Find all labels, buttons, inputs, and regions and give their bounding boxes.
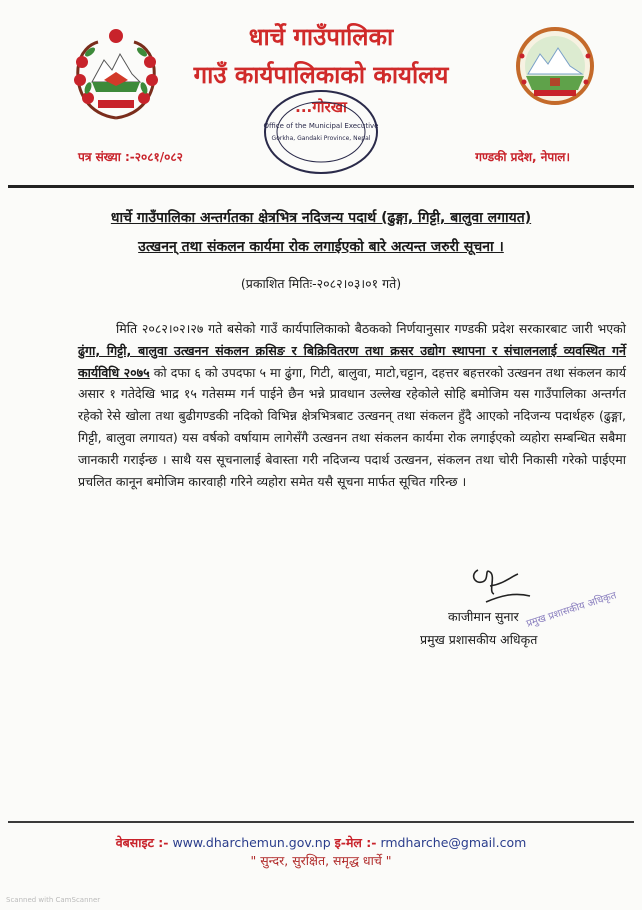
footer-motto: " सुन्दर, सुरक्षित, समृद्ध धार्चे " xyxy=(250,853,392,868)
letterhead-location: ...गोरखा xyxy=(295,98,347,116)
notice-body xyxy=(78,318,626,492)
website-link[interactable]: www.dharchemun.gov.np xyxy=(172,835,331,850)
footer-divider xyxy=(8,821,634,823)
signatory-name: काजीमान सुनार xyxy=(448,609,519,624)
header-divider xyxy=(8,185,634,188)
designation-stamp xyxy=(520,590,618,630)
signatory-designation: प्रमुख प्रशासकीय अधिकृत xyxy=(420,632,538,647)
email-link[interactable]: rmdharche@gmail.com xyxy=(380,835,527,850)
letterhead-office-name: गाउँ कार्यपालिकाको कार्यालय xyxy=(193,61,449,89)
letterhead-title: धार्चे गाउँपालिका xyxy=(248,23,394,51)
scanner-watermark: Scanned with CamScanner xyxy=(6,896,101,904)
svg-text:Office of the Municipal Execut: Office of the Municipal Executive xyxy=(263,122,379,130)
office-stamp xyxy=(262,88,380,176)
footer-contact xyxy=(0,834,642,851)
notice-heading-line1: धार्चे गाउँपालिका अन्तर्गतका क्षेत्रभित्र नदिजन्य पदार्थ (ढुङ्गा, गिट्टी, बालुवा लगायत) xyxy=(110,210,532,226)
svg-text:Gorkha, Gandaki Province, Nepa: Gorkha, Gandaki Province, Nepal xyxy=(271,135,371,142)
procedure-name: ढुंगा, गिट्टी, बालुवा उत्खनन संकलन क्रसिङ र बिक्रिवितरण तथा क्रसर उद्योग स्थापना र संचालनलाई व्यवस्थित गर्ने कार्यविधि २०७५ xyxy=(78,342,626,380)
body-text-part2: को दफा ६ को उपदफा ५ मा ढुंगा, गिटी, बालुवा, माटो,चट्टान, दहत्तर बहत्तरको उत्खनन तथा संकलन कार्य असार १ गतेदेखि भाद्र १५ गतेसम्म गर्न पाईने छैन भन्ने प्रावधान उल्लेख रहेकोले सोहि बमोजिम यस गाउँपालिका अन्तर्गत रहेको रेसे खोला तथा बुढीगण्डकी नदिको विभिन्न क्षेत्रभित्रबाट उत्खनन् तथा संकलन हुँदै आएको नदिजन्य पदार्थहरु (ढुङ्गा, गिट्टी, बालुवा लगायत) यस वर्षको वर्षायाम लागेसँगै उत्खनन तथा संकलन कार्यमा रोक लगाईएको व्यहोरा सम्बन्धित सबैमा जानकारी गराईन्छ । साथै यस सूचनालाई बेवास्ता गरी नदिजन्य पदार्थ उत्खनन, संकलन तथा चोरी निकासी गरेको पाईएमा प्रचलित कानून बमोजिम कारवाही गरिने व्यहोरा समेत यसै सूचना मार्फत सूचित गरिन्छ । xyxy=(78,364,626,489)
website-label: वेबसाइट :- xyxy=(115,835,169,850)
reference-number: पत्र संख्या :-२०८१/०८२ xyxy=(78,150,183,164)
svg-text:प्रमुख प्रशासकीय अधिकृत: प्रमुख प्रशासकीय अधिकृत xyxy=(525,590,618,630)
published-date: (प्रकाशित मितिः-२०८२।०३।०१ गते) xyxy=(240,276,402,291)
body-text-part1: मिति २०८२।०२।२७ गते बसेको गाउँ कार्यपालिकाको बैठकको निर्णयानुसार गण्डकी प्रदेश सरकारबाट जारी भएको xyxy=(116,321,626,336)
province-label: गण्डकी प्रदेश, नेपाल। xyxy=(475,150,570,164)
email-label: इ-मेल :- xyxy=(334,835,377,850)
notice-heading-line2: उत्खनन् तथा संकलन कार्यमा रोक लगाईएको बारे अत्यन्त जरुरी सूचना । xyxy=(138,239,504,255)
